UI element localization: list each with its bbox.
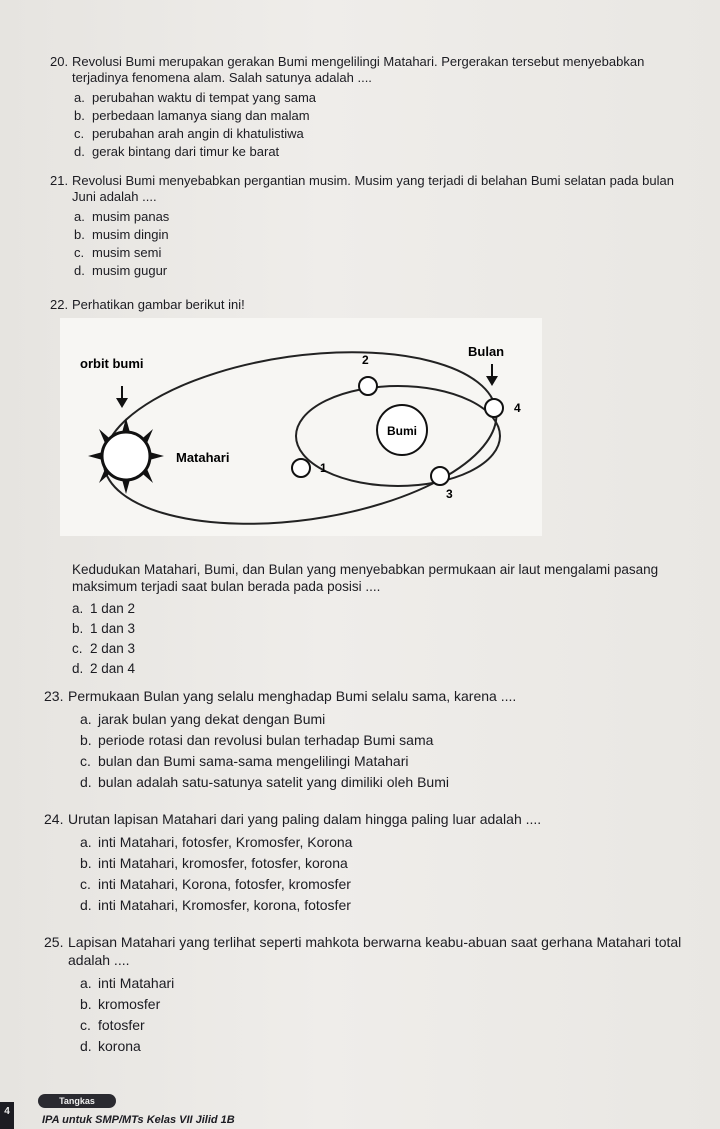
option-d[interactable]: d. 2 dan 4	[72, 660, 136, 676]
moon-label: Bulan	[468, 344, 505, 359]
option-b[interactable]: b. periode rotasi dan revolusi bulan terhadap Bumi sama	[80, 731, 434, 748]
option-a[interactable]: a. 1 dan 2	[72, 600, 136, 616]
option-b[interactable]: b. inti Matahari, kromosfer, fotosfer, korona	[80, 854, 348, 871]
question-20	[50, 54, 690, 161]
position-4-label: 4	[514, 401, 521, 415]
question-number: 20.	[50, 54, 69, 69]
option-c[interactable]: c. musim semi	[74, 245, 162, 260]
option-d[interactable]: d. gerak bintang dari timur ke barat	[74, 144, 280, 159]
option-a[interactable]: a. musim panas	[74, 209, 170, 224]
option-b[interactable]: b. 1 dan 3	[72, 620, 136, 636]
orbit-label: orbit bumi	[80, 356, 144, 371]
options	[80, 831, 704, 915]
question-stem: Revolusi Bumi merupakan gerakan Bumi mengelilingi Matahari. Pergerakan tersebut menyebabkan terjadinya fenomena alam. Salah satunya adalah ....	[72, 54, 645, 85]
question-stem: Perhatikan gambar berikut ini!	[72, 297, 245, 312]
option-d[interactable]: d. musim gugur	[74, 263, 168, 278]
book-title: IPA untuk SMP/MTs Kelas VII Jilid 1B	[42, 1114, 235, 1126]
option-c[interactable]: c. fotosfer	[80, 1016, 145, 1033]
page-number: 4	[0, 1102, 14, 1129]
question-25	[44, 933, 704, 1056]
option-a[interactable]: a. perubahan waktu di tempat yang sama	[74, 90, 317, 105]
option-a[interactable]: a. inti Matahari, fotosfer, Kromosfer, Korona	[80, 833, 353, 850]
question-number: 23.	[44, 688, 64, 704]
moon-position-1-icon	[292, 459, 310, 477]
option-b[interactable]: b. perbedaan lamanya siang dan malam	[74, 108, 310, 123]
section-tag: Tangkas	[38, 1094, 116, 1108]
option-a[interactable]: a. jarak bulan yang dekat dengan Bumi	[80, 710, 326, 727]
question-number: 22.	[50, 297, 69, 312]
sun-label: Matahari	[176, 450, 230, 465]
page-footer	[0, 1086, 720, 1129]
question-22	[50, 297, 690, 313]
sun-icon	[88, 418, 164, 494]
position-3-label: 3	[446, 487, 453, 501]
earth-label: Bumi	[387, 424, 417, 438]
question-number: 21.	[50, 173, 69, 188]
question-stem: Lapisan Matahari yang terlihat seperti mahkota berwarna keabu-abuan saat gerhana Matahari total adalah ....	[68, 934, 682, 968]
moon-position-2-icon	[359, 377, 377, 395]
position-2-label: 2	[362, 353, 369, 367]
options	[72, 598, 702, 678]
question-number: 24.	[44, 811, 64, 827]
question-21	[50, 173, 690, 280]
options	[80, 972, 704, 1056]
sun-earth-moon-diagram	[60, 318, 542, 536]
question-stem: Revolusi Bumi menyebabkan pergantian musim. Musim yang terjadi di belahan Bumi selatan pada bulan Juni adalah ....	[72, 173, 674, 204]
question-stem: Urutan lapisan Matahari dari yang paling dalam hingga paling luar adalah ....	[68, 811, 542, 827]
question-text: Kedudukan Matahari, Bumi, dan Bulan yang menyebabkan permukaan air laut mengalami pasang maksimum terjadi saat bulan berada pada posisi ....	[72, 562, 659, 594]
moon-position-4-icon	[485, 399, 503, 417]
options	[74, 89, 690, 161]
question-number: 25.	[44, 934, 64, 950]
option-c[interactable]: c. perubahan arah angin di khatulistiwa	[74, 126, 304, 141]
options	[80, 708, 704, 792]
moon-position-3-icon	[431, 467, 449, 485]
option-c[interactable]: c. 2 dan 3	[72, 640, 136, 656]
option-c[interactable]: c. bulan dan Bumi sama-sama mengelilingi Matahari	[80, 752, 409, 769]
option-c[interactable]: c. inti Matahari, Korona, fotosfer, kromosfer	[80, 875, 351, 892]
option-a[interactable]: a. inti Matahari	[80, 974, 175, 991]
question-23	[44, 687, 704, 792]
option-b[interactable]: b. musim dingin	[74, 227, 169, 242]
options	[74, 208, 690, 280]
option-d[interactable]: d. korona	[80, 1037, 141, 1054]
option-d[interactable]: d. bulan adalah satu-satunya satelit yang dimiliki oleh Bumi	[80, 773, 449, 790]
question-22-body	[72, 561, 702, 678]
question-stem: Permukaan Bulan yang selalu menghadap Bumi selalu sama, karena ....	[68, 688, 517, 704]
question-24	[44, 810, 704, 915]
option-d[interactable]: d. inti Matahari, Kromosfer, korona, fotosfer	[80, 896, 351, 913]
option-b[interactable]: b. kromosfer	[80, 995, 161, 1012]
position-1-label: 1	[320, 461, 327, 475]
